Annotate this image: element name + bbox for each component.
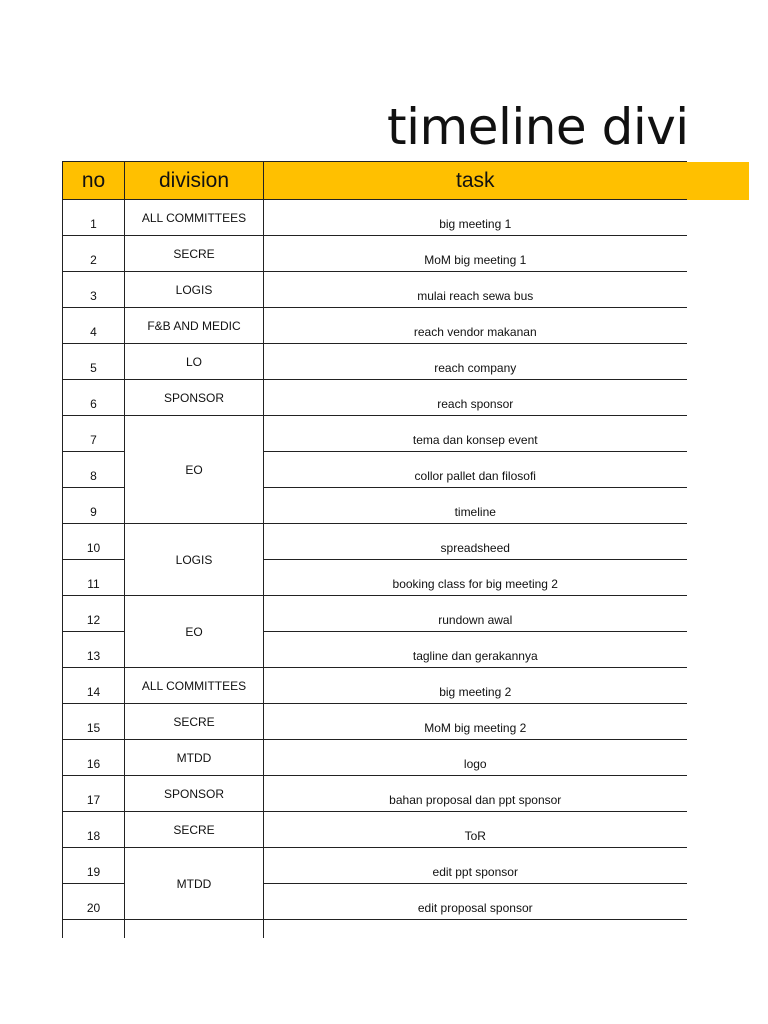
division-cell[interactable]: MTDD	[125, 848, 264, 920]
row-number-cell[interactable]: 2	[63, 236, 125, 272]
header-extra-cell[interactable]	[687, 162, 749, 200]
division-cell[interactable]: LO	[125, 344, 264, 380]
division-cell[interactable]: SPONSOR	[125, 776, 264, 812]
task-cell[interactable]: edit proposal sponsor	[264, 884, 687, 920]
blank-cell	[687, 704, 749, 740]
blank-cell	[687, 884, 749, 920]
header-no[interactable]: no	[63, 162, 125, 200]
task-cell[interactable]: reach sponsor	[264, 380, 687, 416]
row-number-cell[interactable]: 12	[63, 596, 125, 632]
task-cell[interactable]: timeline	[264, 488, 687, 524]
blank-cell	[687, 776, 749, 812]
header-task[interactable]: task	[264, 162, 687, 200]
blank-cell	[687, 524, 749, 560]
row-number-cell[interactable]: 14	[63, 668, 125, 704]
blank-cell	[687, 560, 749, 596]
task-cell[interactable]: edit ppt sponsor	[264, 848, 687, 884]
task-cell[interactable]: big meeting 2	[264, 668, 687, 704]
division-cell[interactable]: EO	[125, 416, 264, 524]
division-cell[interactable]: LOGIS	[125, 524, 264, 596]
task-cell[interactable]: MoM big meeting 2	[264, 704, 687, 740]
header-row	[63, 162, 749, 200]
row-number-cell[interactable]: 10	[63, 524, 125, 560]
table-row	[63, 740, 749, 776]
blank-cell	[687, 740, 749, 776]
task-cell[interactable]: booking class for big meeting 2	[264, 560, 687, 596]
timeline-table	[62, 161, 749, 938]
task-cell[interactable]: bahan proposal dan ppt sponsor	[264, 776, 687, 812]
table-row	[63, 272, 749, 308]
tail-division-cell[interactable]	[125, 920, 264, 938]
page-title: timeline divi	[387, 98, 689, 156]
task-cell[interactable]: spreadsheed	[264, 524, 687, 560]
division-cell[interactable]: SECRE	[125, 704, 264, 740]
blank-cell	[687, 308, 749, 344]
table-tail-row	[63, 920, 749, 938]
blank-cell	[687, 452, 749, 488]
division-cell[interactable]: SECRE	[125, 812, 264, 848]
task-cell[interactable]: collor pallet dan filosofi	[264, 452, 687, 488]
header-division[interactable]: division	[125, 162, 264, 200]
table-row	[63, 596, 749, 632]
task-cell[interactable]: ToR	[264, 812, 687, 848]
table-row	[63, 380, 749, 416]
division-cell[interactable]: SPONSOR	[125, 380, 264, 416]
blank-cell	[687, 668, 749, 704]
table-row	[63, 812, 749, 848]
row-number-cell[interactable]: 17	[63, 776, 125, 812]
blank-cell	[687, 200, 749, 236]
table-row	[63, 416, 749, 452]
row-number-cell[interactable]: 5	[63, 344, 125, 380]
task-cell[interactable]: tema dan konsep event	[264, 416, 687, 452]
row-number-cell[interactable]: 19	[63, 848, 125, 884]
blank-cell	[687, 596, 749, 632]
table-row	[63, 776, 749, 812]
row-number-cell[interactable]: 7	[63, 416, 125, 452]
table-row	[63, 704, 749, 740]
table-row	[63, 524, 749, 560]
row-number-cell[interactable]: 11	[63, 560, 125, 596]
table-row	[63, 308, 749, 344]
row-number-cell[interactable]: 9	[63, 488, 125, 524]
table-row	[63, 848, 749, 884]
tail-task-cell[interactable]	[264, 920, 687, 938]
blank-cell	[687, 344, 749, 380]
task-cell[interactable]: logo	[264, 740, 687, 776]
task-cell[interactable]: reach vendor makanan	[264, 308, 687, 344]
task-cell[interactable]: big meeting 1	[264, 200, 687, 236]
table-row	[63, 236, 749, 272]
blank-cell	[687, 812, 749, 848]
row-number-cell[interactable]: 8	[63, 452, 125, 488]
tail-no-cell[interactable]	[63, 920, 125, 938]
division-cell[interactable]: ALL COMMITTEES	[125, 668, 264, 704]
row-number-cell[interactable]: 16	[63, 740, 125, 776]
row-number-cell[interactable]: 20	[63, 884, 125, 920]
task-cell[interactable]: mulai reach sewa bus	[264, 272, 687, 308]
division-cell[interactable]: LOGIS	[125, 272, 264, 308]
task-cell[interactable]: reach company	[264, 344, 687, 380]
task-cell[interactable]: MoM big meeting 1	[264, 236, 687, 272]
task-cell[interactable]: tagline dan gerakannya	[264, 632, 687, 668]
blank-cell	[687, 272, 749, 308]
table-row	[63, 200, 749, 236]
division-cell[interactable]: ALL COMMITTEES	[125, 200, 264, 236]
blank-cell	[687, 380, 749, 416]
blank-cell	[687, 416, 749, 452]
blank-cell	[687, 236, 749, 272]
row-number-cell[interactable]: 1	[63, 200, 125, 236]
blank-cell	[687, 632, 749, 668]
tail-extra-cell	[687, 920, 749, 938]
blank-cell	[687, 488, 749, 524]
division-cell[interactable]: SECRE	[125, 236, 264, 272]
row-number-cell[interactable]: 18	[63, 812, 125, 848]
division-cell[interactable]: EO	[125, 596, 264, 668]
row-number-cell[interactable]: 4	[63, 308, 125, 344]
row-number-cell[interactable]: 6	[63, 380, 125, 416]
blank-cell	[687, 848, 749, 884]
row-number-cell[interactable]: 13	[63, 632, 125, 668]
row-number-cell[interactable]: 15	[63, 704, 125, 740]
table-row	[63, 344, 749, 380]
row-number-cell[interactable]: 3	[63, 272, 125, 308]
division-cell[interactable]: MTDD	[125, 740, 264, 776]
table-row	[63, 668, 749, 704]
task-cell[interactable]: rundown awal	[264, 596, 687, 632]
division-cell[interactable]: F&B AND MEDIC	[125, 308, 264, 344]
